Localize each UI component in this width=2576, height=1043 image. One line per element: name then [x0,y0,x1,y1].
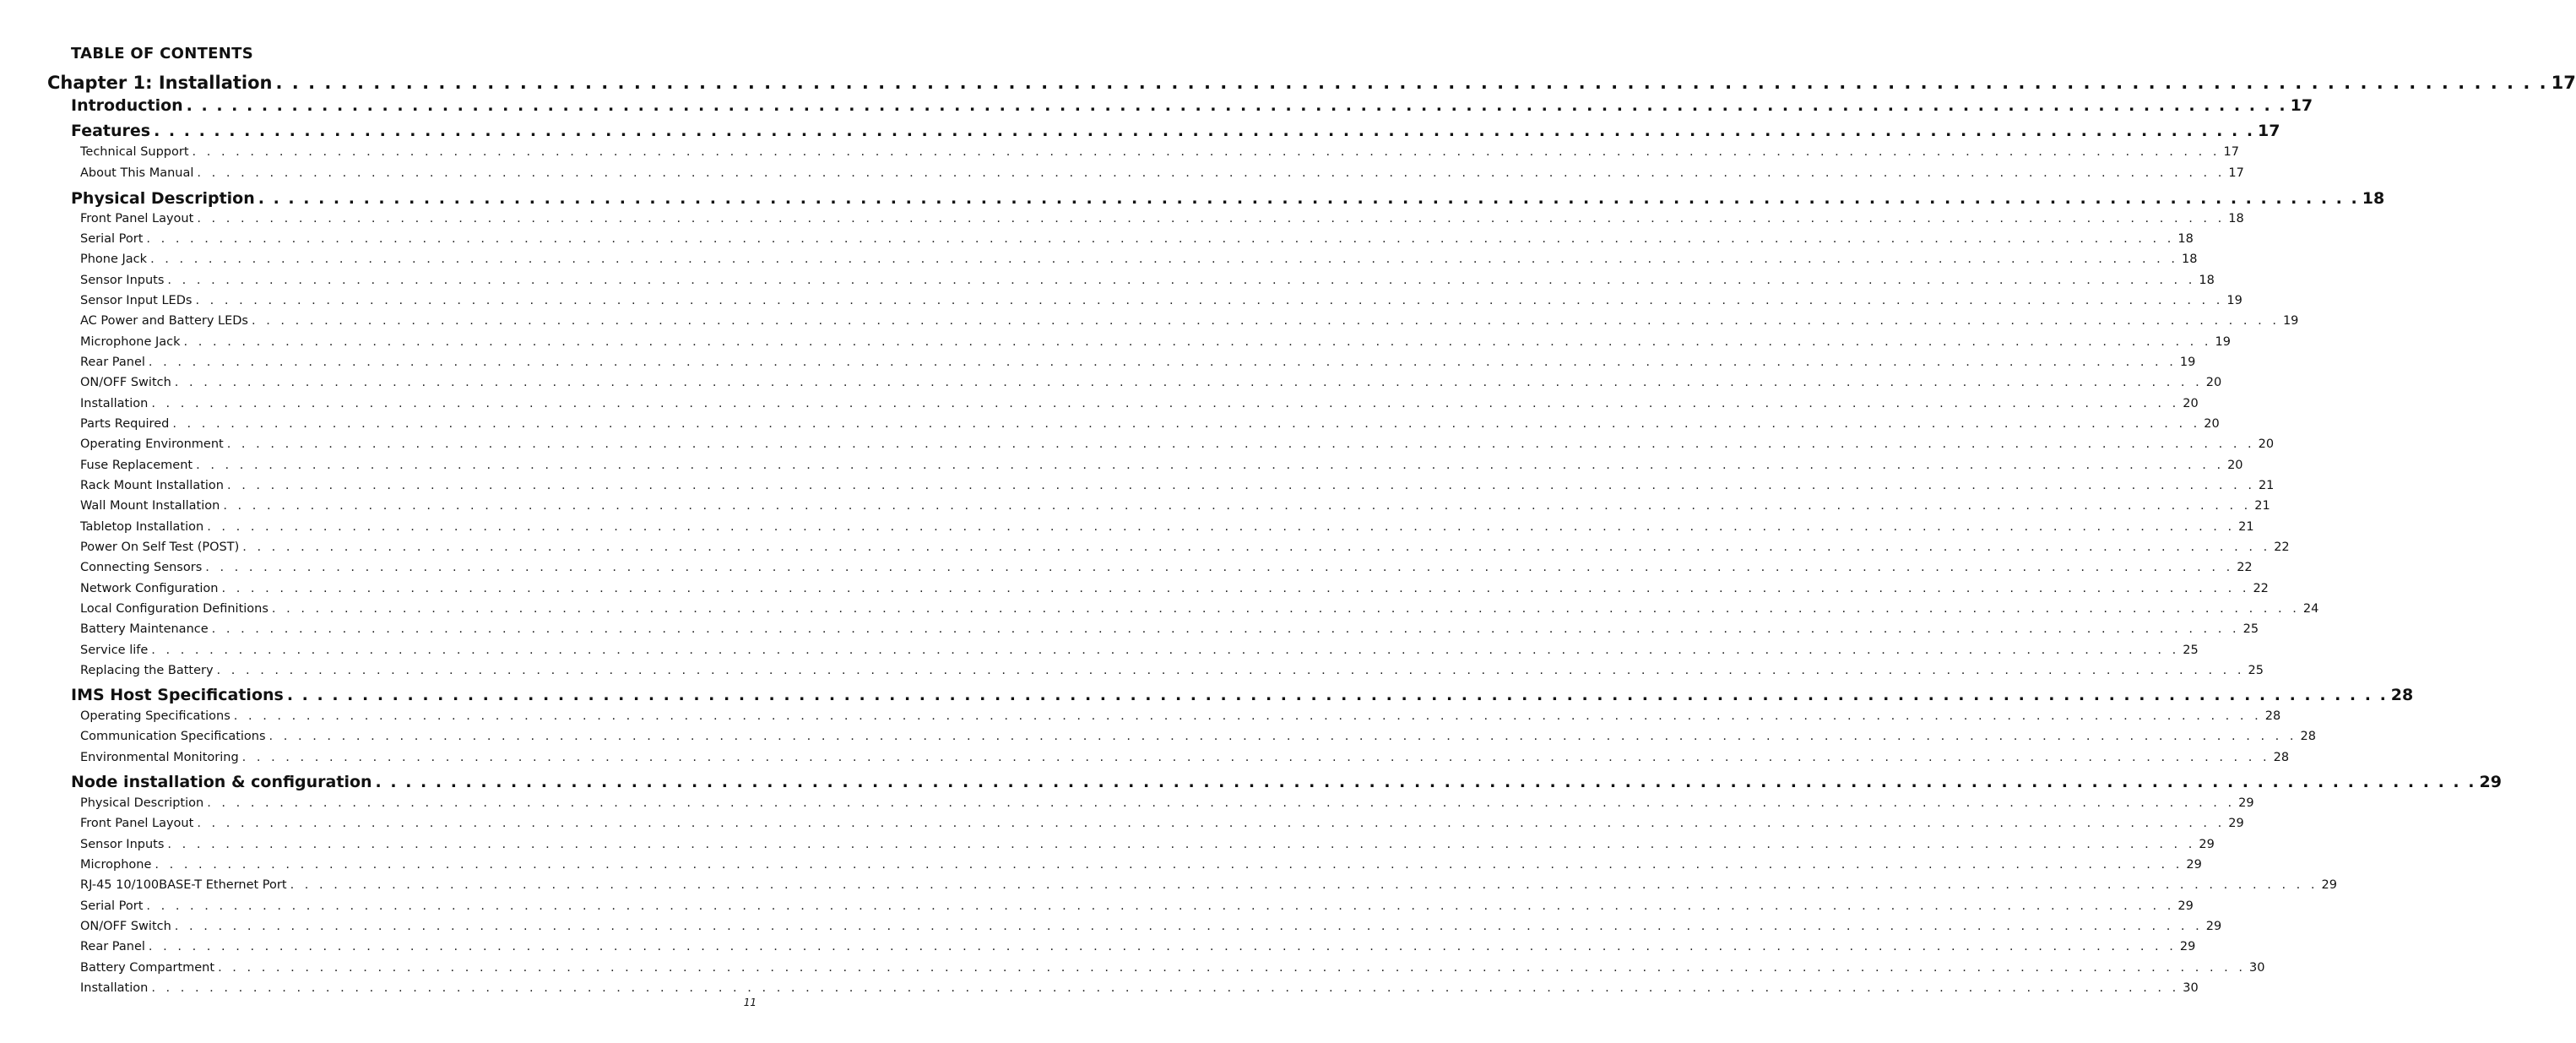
toc-entry[interactable] [71,96,2313,115]
dot-leader: . . . . . . . . . . . . . . . . . . . . . . . . . . . . . . . . . . . . . . . . . . . . . . . . . . . . . . . . . . . . . . . . . . . . . . . . . . . . . . . . . . . . . . . . . . . . . . . . . . . . . . . . . . . . . . . . . . . . . . . . . . . . . . . . . . . . . . . . . . . . [226,437,2255,451]
toc-entry-page: 22 [2253,582,2269,595]
toc-entry[interactable] [80,274,2215,287]
toc-entry[interactable] [80,730,2316,743]
toc-entry-page: 25 [2248,664,2264,677]
toc-entry-label: Local Configuration Definitions [80,602,268,616]
toc-entry-label: Installation [80,397,149,410]
dot-leader: . . . . . . . . . . . . . . . . . . . . . . . . . . . . . . . . . . . . . . . . . . . . . . . . . . . . . . . . . . . . . . . . . . . . . . . . . . . . . . . . . . . . . . . . . . . . . . . . . . . . . . . . . . . . . . . . . . . . . . . . . . . . . . . . . . . . . . . . . . . . [227,479,2255,492]
toc-entry-page: 29 [2228,817,2244,830]
toc-entry[interactable] [80,796,2254,810]
toc-entry-page: 17 [2228,166,2244,180]
dot-leader: . . . . . . . . . . . . . . . . . . . . . . . . . . . . . . . . . . . . . . . . . . . . . . . . . . . . . . . . . . . . . . . . . . . . . . . . . . . . . . . . . . . . . . . . . . . . . . . . . . . . . . . . . . . . . . . . . . . . . . . . . . . . . . . . . . . . . . . . . . . . [174,376,2203,389]
toc-entry-label: Sensor Input LEDs [80,294,193,307]
toc-entry-page: 22 [2274,541,2290,554]
toc-entry-page: 19 [2215,335,2231,349]
toc-entry[interactable] [80,561,2253,574]
toc-entry[interactable] [80,582,2269,595]
dot-leader: . . . . . . . . . . . . . . . . . . . . . . . . . . . . . . . . . . . . . . . . . . . . . . . . . . . . . . . . . . . . . . . . . . . . . . . . . . . . . . . . . . . . . . . . . . . . . . . . . . . . . . . . . . . . . . . . . . . . . . . . . . . . . . . . . . . . . . . . . . . . [207,520,2236,534]
toc-entry-label: Service life [80,644,149,657]
toc-entry[interactable] [80,356,2196,369]
toc-entry-page: 29 [2177,899,2194,913]
dot-leader: . . . . . . . . . . . . . . . . . . . . . . . . . . . . . . . . . . . . . . . . . . . . . . . . . . . . . . . . . . . . . . . . . . . . . . . . . . . . . . . . . . . . . . . . . . . . . . . . . . . . . . . . . . . . . . . . . . . . . . . . . . . . . . . . . . . . . . . . . . . . [155,858,2183,872]
dot-leader: . . . . . . . . . . . . . . . . . . . . . . . . . . . . . . . . . . . . . . . . . . . . . . . . . . . . . . . . . . . . . . . . . . . . . . . . . . . . . . . . . . . . . . . . . . . . . . . . . . . . . . . . . . . . . . . . . . . . . . . . . . . . . . . . . . . . . . . . . . . . [218,961,2247,975]
toc-entry[interactable] [80,981,2199,995]
dot-leader: . . . . . . . . . . . . . . . . . . . . . . . . . . . . . . . . . . . . . . . . . . . . . . . . . . . . . . . . . . . . . . . . . . . . . . . . . . . . . . . . . . . . . . . . . . . . . . . . . . . . . . . . . . . . . . . . . . . . . . . . . . . . . . . . . . . . . . . . . . . . [197,817,2226,830]
toc-entry-label: Replacing the Battery [80,664,214,677]
toc-entry[interactable] [80,541,2290,554]
toc-entry-page: 18 [2362,189,2385,208]
toc-entry[interactable] [71,122,2280,140]
toc-entry[interactable] [80,858,2202,872]
toc-entry-page: 21 [2258,479,2275,492]
page-number: 11 [743,997,757,1008]
toc-entry-page: 25 [2183,644,2199,657]
toc-entry-label: Operating Environment [80,437,224,451]
toc-entry[interactable] [80,961,2265,975]
toc-entry-label: ON/OFF Switch [80,920,171,933]
toc-entry-page: 30 [2249,961,2265,975]
dot-leader: . . . . . . . . . . . . . . . . . . . . . . . . . . . . . . . . . . . . . . . . . . . . . . . . . . . . . . . . . . . . . . . . . . . . . . . . . . . . . . . . . . . . . . . . . . . . . . . . . . . . . . . . . . . . . . . . . . . . . . . . . . . . . . . . . . . . . . . . . . . . [221,582,2250,595]
toc-entry-label: Microphone [80,858,152,872]
toc-entry[interactable] [71,686,2414,704]
toc-entry-page: 20 [2183,397,2199,410]
toc-entry-page: 17 [2551,73,2576,93]
dot-leader: . . . . . . . . . . . . . . . . . . . . . . . . . . . . . . . . . . . . . . . . . . . . . . . . . . . . . . . . . . . . . . . . . . . . . . . . . . . . . . . . . . . . . . . . . . . . . . . . . . . . . . . . . . . . . . . . . . . . . . . . . . . . . . . . . . . . . . . . . . . . [205,561,2234,574]
toc-entry-label: Serial Port [80,899,144,913]
dot-leader: . . . . . . . . . . . . . . . . . . . . . . . . . . . . . . . . . . . . . . . . . . . . . . . . . . . . . . . . . . . . . . . . . . . . . . . . . . . . . . . . . . . . . . . . . . . . . . . . . . . . . . . . . . . . . . . . . . . . . . . . . . . . . . . . . . . . . . . . . . . . [148,940,2177,953]
toc-entry-label: Front Panel Layout [80,212,194,225]
toc-entry[interactable] [80,520,2254,534]
dot-leader: . . . . . . . . . . . . . . . . . . . . . . . . . . . . . . . . . . . . . . . . . . . . . . . . . . . . . . . . . . . . . . . . . . . . . . . . . . . . . . . . . . . . . . . . . . . . . . . . . . . . . . . . . . . . . . . . . . . . . . . . . . . . . . . . . . . . . . . . . . . . [174,920,2203,933]
toc-entry[interactable] [80,622,2259,636]
toc-entry-label: Battery Maintenance [80,622,209,636]
toc-entry[interactable] [80,212,2244,225]
toc-entry[interactable] [71,773,2502,791]
dot-leader: . . . . . . . . . . . . . . . . . . . . . . . . . . . . . . . . . . . . . . . . . . . . . . . . . . . . . . . . . . . . . . . . . . . . . . . . . . . . . . . . . . . . . . . . . . . . . . . . . . . . . . . . . . . . . . . . . . . . . . . . . . . . . . . . . . . . . . . . . . . . [223,499,2252,513]
dot-leader: . . . . . . . . . . . . . . . . . . . . . . . . . . . . . . . . . . . . . . . . . . . . . . . . . . . . . . . . . . . . . . . . . . . . . . . . . . . . . . . . . . . . . . . . . . . . . . . . . . . . . . . . . . . . . . . . . . . . . . . . . . . . . . . . . . . . . . . . . . . . [268,730,2297,743]
toc-entry-page: 28 [2264,709,2281,723]
toc-entry[interactable] [80,397,2199,410]
dot-leader: . . . . . . . . . . . . . . . . . . . . . . . . . . . . . . . . . . . . . . . . . . . . . . . . . . . . . . . . . . . . . . . . . . . . . . . . . . . . . . . . . . . . . . . . . . . . . . . . . . . . . . . . . . . . . . . . . . . . . . . . . . . . . . . . . . . . . . . . . . . . [241,751,2270,764]
dot-leader: . . . . . . . . . . . . . . . . . . . . . . . . . . . . . . . . . . . . . . . . . . . . . . . . . . . . . . . . . . . . . . . . . . . . . . . . . . . . . . . . . . . . . . . . . . . . . . . . . . . . . . . . . . . . . . . . . . . . . . . . . . . . . . . . . . . . . . . . . . . . [233,709,2262,723]
toc-entry-page: 29 [2479,773,2502,791]
toc-entry[interactable] [80,602,2319,616]
toc-entry-label: Network Configuration [80,582,219,595]
toc-entry[interactable] [80,145,2239,159]
dot-leader: . . . . . . . . . . . . . . . . . . . . . . . . . . . . . . . . . . . . . . . . . . . . . . . . . . . . . . . . . . . . . . . . . . . . . . . . . . . . . . . . . . . . . . . . . . . . . . . . . . . . . . . . . . . . . . . . . . . . . . . . . . . . . . . . . . . . . . . . . . . . [211,622,2240,636]
toc-entry-label: Node installation & configuration [71,773,372,791]
toc-entry[interactable] [71,189,2385,208]
dot-leader: . . . . . . . . . . . . . . . . . . . . . . . . . . . . . . . . . . . . . . . . . . . . . . . . . . . . . . . . . . . . . . . . . . . . . . . . . . . . . . . . . . . . . . . . . . . . . . . . . . . . . . . . . . . . . . . . . . . . . . . . . . . . . . . . . . . . . . . . . . . . [375,773,2476,791]
toc-entry-label: Installation [80,981,149,995]
toc-entry[interactable] [80,437,2275,451]
toc-entry[interactable] [80,294,2242,307]
toc-entry-label: Rear Panel [80,356,145,369]
toc-entry[interactable] [80,459,2243,472]
toc-entry[interactable] [80,335,2231,349]
dot-leader: . . . . . . . . . . . . . . . . . . . . . . . . . . . . . . . . . . . . . . . . . . . . . . . . . . . . . . . . . . . . . . . . . . . . . . . . . . . . . . . . . . . . . . . . . . . . . . . . . . . . . . . . . . . . . . . . . . . . . . . . . . . . . . . . . . . . . . . . . . . . [150,253,2179,266]
dot-leader: . . . . . . . . . . . . . . . . . . . . . . . . . . . . . . . . . . . . . . . . . . . . . . . . . . . . . . . . . . . . . . . . . . . . . . . . . . . . . . . . . . . . . . . . . . . . . . . . . . . . . . . . . . . . . . . . . . . . . . . . . . . . . . . . . . . . . . . . . . . . [146,232,2175,246]
toc-entry-page: 17 [2223,145,2239,159]
toc-entry-page: 20 [2258,437,2275,451]
toc-entry-page: 18 [2182,253,2198,266]
dot-leader: . . . . . . . . . . . . . . . . . . . . . . . . . . . . . . . . . . . . . . . . . . . . . . . . . . . . . . . . . . . . . . . . . . . . . . . . . . . . . . . . . . . . . . . . . . . . . . . . . . . . . . . . . . . . . . . . . . . . . . . . . . . . . . . . . . . . . . . . . . . . [146,899,2175,913]
toc-entry-label: Rear Panel [80,940,145,953]
dot-leader: . . . . . . . . . . . . . . . . . . . . . . . . . . . . . . . . . . . . . . . . . . . . . . . . . . . . . . . . . . . . . . . . . . . . . . . . . . . . . . . . . . . . . . . . . . . . . . . . . . . . . . . . . . . . . . . . . . . . . . . . . . . . . . . . . . . . . . . . . . . . [151,644,2180,657]
toc-entry-page: 19 [2226,294,2242,307]
dot-leader: . . . . . . . . . . . . . . . . . . . . . . . . . . . . . . . . . . . . . . . . . . . . . . . . . . . . . . . . . . . . . . . . . . . . . . . . . . . . . . . . . . . . . . . . . . . . . . . . . . . . . . . . . . . . . . . . . . . . . . . . . . . . . . . . . . . . . . . . . . . . [183,335,2212,349]
dot-leader: . . . . . . . . . . . . . . . . . . . . . . . . . . . . . . . . . . . . . . . . . . . . . . . . . . . . . . . . . . . . . . . . . . . . . . . . . . . . . . . . . . . . . . . . . . . . . . . . . . . . . . . . . . . . . . . . . . . . . . . . . . . . . . . . . . . . . . . . . . . . [195,294,2224,307]
toc-entry-page: 24 [2302,602,2319,616]
toc-entry-page: 22 [2237,561,2253,574]
dot-leader: . . . . . . . . . . . . . . . . . . . . . . . . . . . . . . . . . . . . . . . . . . . . . . . . . . . . . . . . . . . . . . . . . . . . . . . . . . . . . . . . . . . . . . . . . . . . . . . . . . . . . . . . . . . . . . . . . . . . . . . . . . . . . . . . . . . . . . . . . . . . [197,166,2226,180]
toc-entry[interactable] [80,664,2264,677]
toc-entry-label: Front Panel Layout [80,817,194,830]
toc-entry-label: Phone Jack [80,253,148,266]
toc-entry[interactable] [80,899,2194,913]
toc-entry-page: 29 [2186,858,2202,872]
toc-entry[interactable] [80,920,2222,933]
toc-entry-label: Communication Specifications [80,730,266,743]
dot-leader: . . . . . . . . . . . . . . . . . . . . . . . . . . . . . . . . . . . . . . . . . . . . . . . . . . . . . . . . . . . . . . . . . . . . . . . . . . . . . . . . . . . . . . . . . . . . . . . . . . . . . . . . . . . . . . . . . . . . . . . . . . . . . . . . . . . . . . . . . . . . [258,189,2359,208]
toc-entry-label: IMS Host Specifications [71,686,284,704]
toc-entry[interactable] [80,253,2198,266]
toc-entry[interactable] [80,232,2194,246]
dot-leader: . . . . . . . . . . . . . . . . . . . . . . . . . . . . . . . . . . . . . . . . . . . . . . . . . . . . . . . . . . . . . . . . . . . . . . . . . . . . . . . . . . . . . . . . . . . . . . . . . . . . . . . . . . . . . . . . . . . . . . . . . . . . . . . . . . . . . . . . . . . . [207,796,2236,810]
toc-entry-label: Rack Mount Installation [80,479,224,492]
toc-entry[interactable] [47,73,2576,93]
dot-leader: . . . . . . . . . . . . . . . . . . . . . . . . . . . . . . . . . . . . . . . . . . . . . . . . . . . . . . . . . . . . . . . . . . . . . . . . . . . . . . . . . . . . . . . . . . . . . . . . . . . . . . . . . . . . . . . . . . . . . . . . . . . . . . . . . . . . . . . . . . . . [197,212,2226,225]
toc-entry-page: 19 [2282,314,2299,328]
dot-leader: . . . . . . . . . . . . . . . . . . . . . . . . . . . . . . . . . . . . . . . . . . . . . . . . . . . . . . . . . . . . . . . . . . . . . . . . . . . . . . . . . . . . . . . . . . . . . . . . . . . . . . . . . . . . . . . . . . . . . . . . . . . . . . . . . . . . . . . . . . . . [167,274,2196,287]
toc-entry[interactable] [80,878,2337,892]
toc-entry-label: ON/OFF Switch [80,376,171,389]
toc-entry[interactable] [80,479,2275,492]
toc-entry-page: 17 [2290,96,2313,115]
toc-entry-label: Tabletop Installation [80,520,204,534]
toc-entry-label: Connecting Sensors [80,561,203,574]
toc-entry-label: RJ-45 10/100BASE-T Ethernet Port [80,878,287,892]
dot-leader: . . . . . . . . . . . . . . . . . . . . . . . . . . . . . . . . . . . . . . . . . . . . . . . . . . . . . . . . . . . . . . . . . . . . . . . . . . . . . . . . . . . . . . . . . . . . . . . . . . . . . . . . . . . . . . . . . . . . . . . . . . . . . . . . . . . . . . . . . . . . [242,541,2271,554]
dot-leader: . . . . . . . . . . . . . . . . . . . . . . . . . . . . . . . . . . . . . . . . . . . . . . . . . . . . . . . . . . . . . . . . . . . . . . . . . . . . . . . . . . . . . . . . . . . . . . . . . . . . . . . . . . . . . . . . . . . . . . . . . . . . . . . . . . . . . . . . . . . . [192,145,2221,159]
toc-entry-label: Environmental Monitoring [80,751,239,764]
toc-entry-page: 29 [2205,920,2222,933]
toc-entry-page: 28 [2390,686,2414,704]
dot-leader: . . . . . . . . . . . . . . . . . . . . . . . . . . . . . . . . . . . . . . . . . . . . . . . . . . . . . . . . . . . . . . . . . . . . . . . . . . . . . . . . . . . . . . . . . . . . . . . . . . . . . . . . . . . . . . . . . . . . . . . . . . . . . . . . . . . . . . . . . . . . [286,686,2388,704]
toc-entry-page: 29 [2238,796,2254,810]
dot-leader: . . . . . . . . . . . . . . . . . . . . . . . . . . . . . . . . . . . . . . . . . . . . . . . . . . . . . . . . . . . . . . . . . . . . . . . . . . . . . . . . . . . . . . . . . . . . . . . . . . . . . . . . . . . . . . . . . . . . . . . . . . . . . . . . . . . . . . . . . . . . [154,122,2255,140]
toc-entry[interactable] [80,166,2244,180]
toc-entry-label: Operating Specifications [80,709,230,723]
dot-leader: . . . . . . . . . . . . . . . . . . . . . . . . . . . . . . . . . . . . . . . . . . . . . . . . . . . . . . . . . . . . . . . . . . . . . . . . . . . . . . . . . . . . . . . . . . . . . . . . . . . . . . . . . . . . . . . . . . . . . . . . . . . . . . . . . . . . . . . . . . . . [271,602,2300,616]
toc-entry-page: 20 [2227,459,2243,472]
toc-heading: TABLE OF CONTENTS [71,45,253,62]
toc-entry[interactable] [80,376,2222,389]
dot-leader: . . . . . . . . . . . . . . . . . . . . . . . . . . . . . . . . . . . . . . . . . . . . . . . . . . . . . . . . . . . . . . . . . . . . . . . . . . . . . . . . . . . . . . . . . . . . . . . . . . . . . . . . . . . . . . . . . . . . . . . . . . . . . . . . . . . . . . . . . . . . [172,417,2201,431]
toc-entry[interactable] [80,644,2199,657]
toc-entry-label: Chapter 1: Installation [47,73,273,93]
toc-entry-label: About This Manual [80,166,194,180]
dot-leader: . . . . . . . . . . . . . . . . . . . . . . . . . . . . . . . . . . . . . . . . . . . . . . . . . . . . . . . . . . . . . . . . . . . . . . . . . . . . . . . . . . . . . . . . . . . . . . . . . . . . . . . . . . . . . . . . . . . . . . . . . . . . . . . . . . . . . . . . . . . . [216,664,2245,677]
toc-entry-label: Introduction [71,96,183,115]
toc-entry-page: 21 [2238,520,2254,534]
toc-entry-label: Features [71,122,151,140]
toc-entry-page: 21 [2254,499,2270,513]
toc-entry-page: 30 [2183,981,2199,995]
toc-entry-page: 17 [2258,122,2280,140]
toc-entry-page: 20 [2204,417,2220,431]
dot-leader: . . . . . . . . . . . . . . . . . . . . . . . . . . . . . . . . . . . . . . . . . . . . . . . . . . . . . . . . . . . . . . . . . . . . . . . . . . . . . . . . . . . . . . . . . . . . . . . . . . . . . . . . . . . . . . . . . . . . . . . . . . . . . . . . . . . . . . . . . . . . [167,838,2196,851]
dot-leader: . . . . . . . . . . . . . . . . . . . . . . . . . . . . . . . . . . . . . . . . . . . . . . . . . . . . . . . . . . . . . . . . . . . . . . . . . . . . . . . . . . . . . . . . . . . . . . . . . . . . . . . . . . . . . . . . . . . . . . . . . . . . . . . . . . . . . . . . . . . . [148,356,2177,369]
dot-leader: . . . . . . . . . . . . . . . . . . . . . . . . . . . . . . . . . . . . . . . . . . . . . . . . . . . . . . . . . . . . . . . . . . . . . . . . . . . . . . . . . . . . . . . . . . . . . . . . . . . . . . . . . . . . . . . . . . . . . . . . . . . . . . . . . . . . . . . . . . . . [275,73,2548,93]
toc-entry-label: AC Power and Battery LEDs [80,314,248,328]
toc-entry-label: Technical Support [80,145,189,159]
toc-entry[interactable] [80,940,2196,953]
toc-entry-label: Microphone Jack [80,335,181,349]
toc-entry[interactable] [80,314,2299,328]
dot-leader: . . . . . . . . . . . . . . . . . . . . . . . . . . . . . . . . . . . . . . . . . . . . . . . . . . . . . . . . . . . . . . . . . . . . . . . . . . . . . . . . . . . . . . . . . . . . . . . . . . . . . . . . . . . . . . . . . . . . . . . . . . . . . . . . . . . . . . . . . . . . [251,314,2280,328]
toc-entry-page: 25 [2242,622,2259,636]
dot-leader: . . . . . . . . . . . . . . . . . . . . . . . . . . . . . . . . . . . . . . . . . . . . . . . . . . . . . . . . . . . . . . . . . . . . . . . . . . . . . . . . . . . . . . . . . . . . . . . . . . . . . . . . . . . . . . . . . . . . . . . . . . . . . . . . . . . . . . . . . . . . [151,397,2180,410]
toc-entry-label: Sensor Inputs [80,274,165,287]
toc-entry-label: Physical Description [71,189,255,208]
toc-entry[interactable] [80,417,2220,431]
toc-entry-page: 29 [2199,838,2215,851]
toc-entry-page: 19 [2179,356,2196,369]
toc-entry-page: 28 [2273,751,2290,764]
toc-entry-page: 18 [2177,232,2194,246]
toc-entry-label: Parts Required [80,417,170,431]
toc-entry[interactable] [80,751,2290,764]
toc-entry[interactable] [80,838,2215,851]
toc-entry-label: Wall Mount Installation [80,499,220,513]
toc-entry-label: Physical Description [80,796,204,810]
toc-entry-page: 18 [2199,274,2215,287]
toc-entry-label: Power On Self Test (POST) [80,541,240,554]
toc-entry[interactable] [80,499,2270,513]
toc-entry[interactable] [80,709,2281,723]
dot-leader: . . . . . . . . . . . . . . . . . . . . . . . . . . . . . . . . . . . . . . . . . . . . . . . . . . . . . . . . . . . . . . . . . . . . . . . . . . . . . . . . . . . . . . . . . . . . . . . . . . . . . . . . . . . . . . . . . . . . . . . . . . . . . . . . . . . . . . . . . . . . [196,459,2225,472]
toc-entry-label: Serial Port [80,232,144,246]
toc-entry-page: 28 [2300,730,2316,743]
dot-leader: . . . . . . . . . . . . . . . . . . . . . . . . . . . . . . . . . . . . . . . . . . . . . . . . . . . . . . . . . . . . . . . . . . . . . . . . . . . . . . . . . . . . . . . . . . . . . . . . . . . . . . . . . . . . . . . . . . . . . . . . . . . . . . . . . . . . . . . . . . . . [186,96,2287,115]
toc-entry-page: 29 [2179,940,2196,953]
toc-entry-page: 18 [2228,212,2244,225]
dot-leader: . . . . . . . . . . . . . . . . . . . . . . . . . . . . . . . . . . . . . . . . . . . . . . . . . . . . . . . . . . . . . . . . . . . . . . . . . . . . . . . . . . . . . . . . . . . . . . . . . . . . . . . . . . . . . . . . . . . . . . . . . . . . . . . . . . . . . . . . . . . . [290,878,2318,892]
toc-entry-label: Fuse Replacement [80,459,193,472]
toc-entry-page: 20 [2205,376,2222,389]
toc-entry-label: Battery Compartment [80,961,215,975]
dot-leader: . . . . . . . . . . . . . . . . . . . . . . . . . . . . . . . . . . . . . . . . . . . . . . . . . . . . . . . . . . . . . . . . . . . . . . . . . . . . . . . . . . . . . . . . . . . . . . . . . . . . . . . . . . . . . . . . . . . . . . . . . . . . . . . . . . . . . . . . . . . . [151,981,2180,995]
toc-entry-page: 29 [2321,878,2337,892]
toc-entry[interactable] [80,817,2244,830]
toc-entry-label: Sensor Inputs [80,838,165,851]
